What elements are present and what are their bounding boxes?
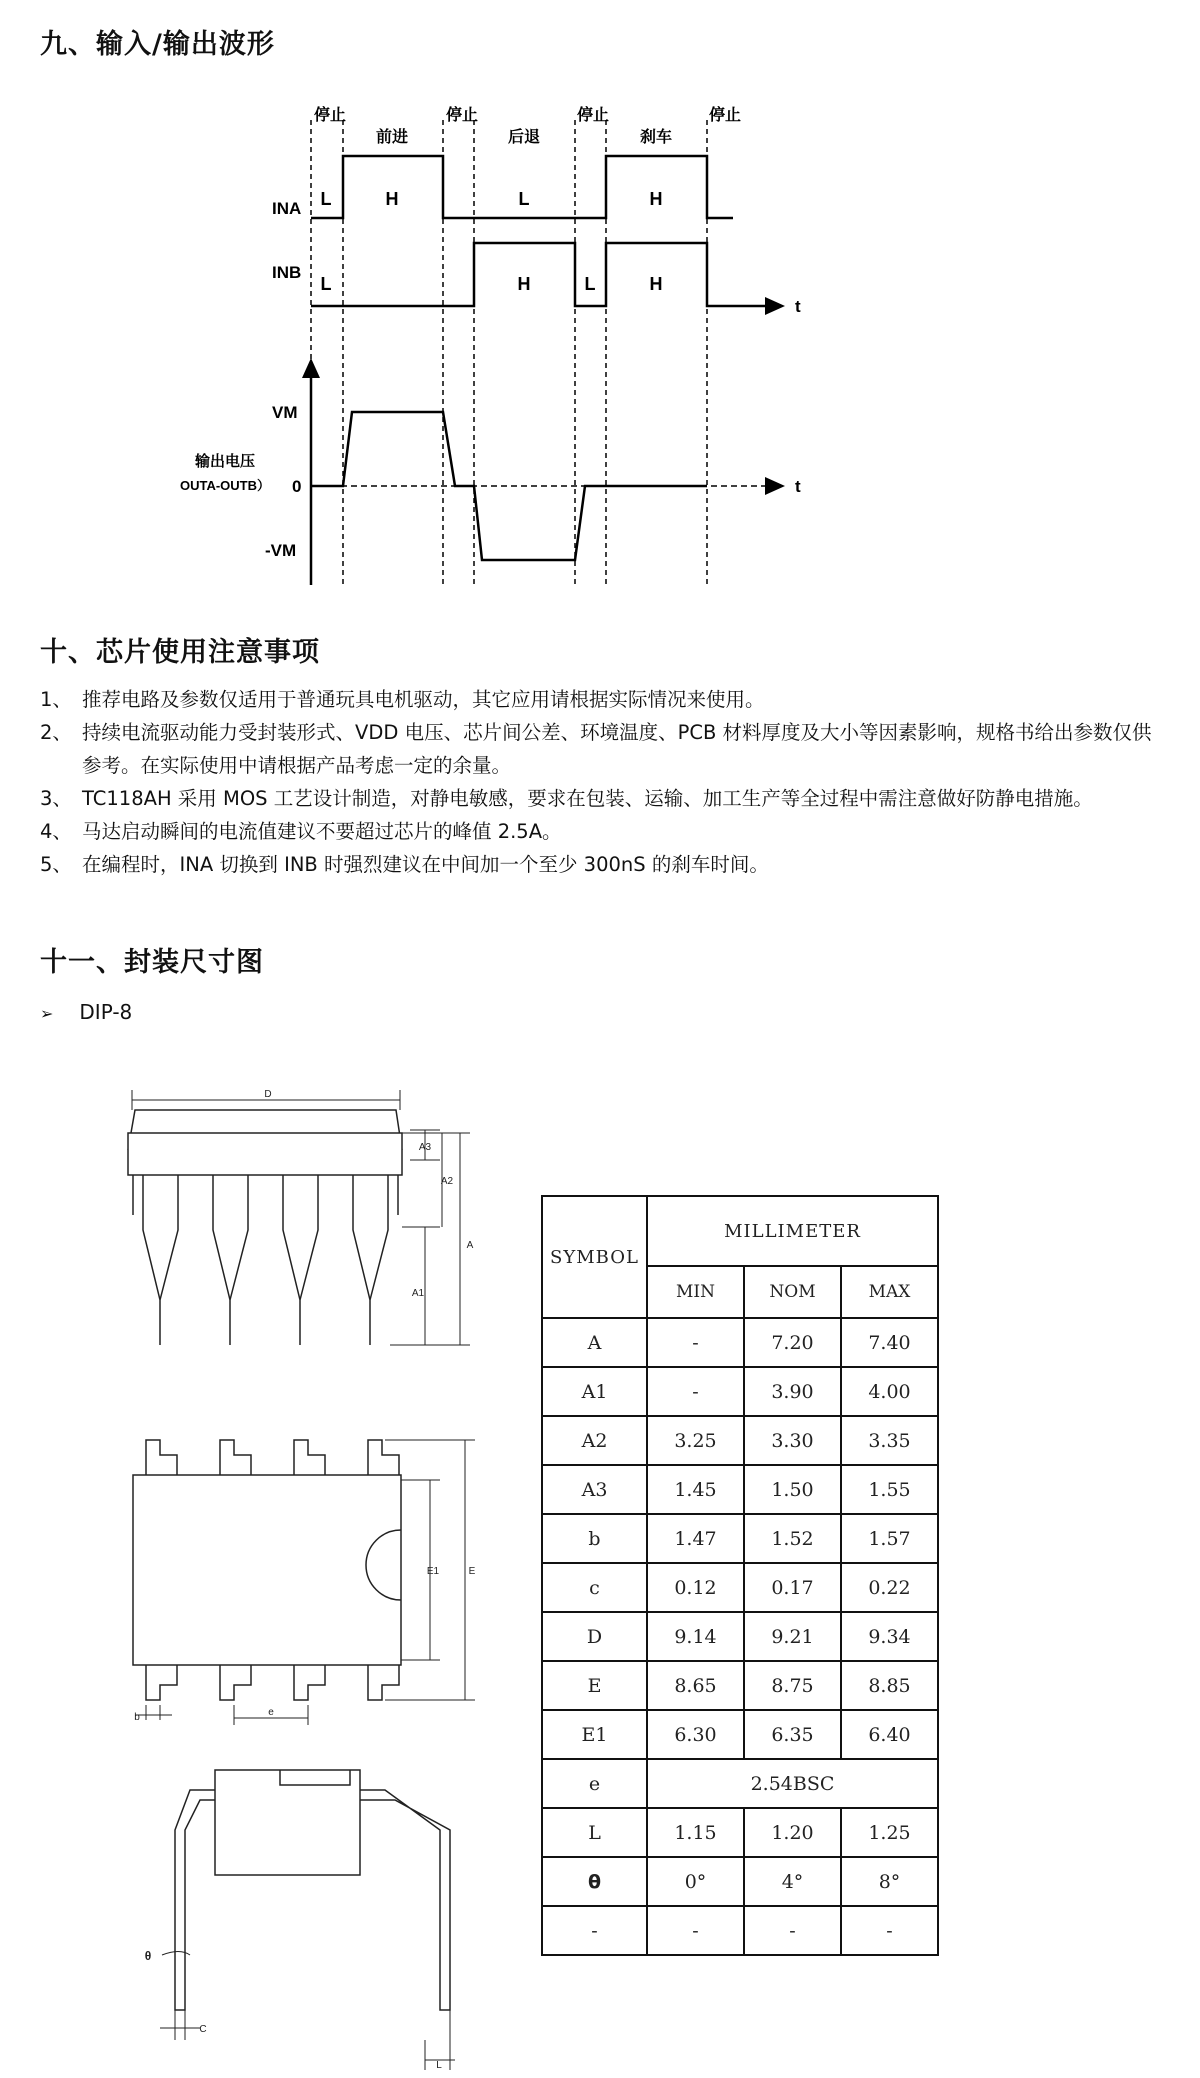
zero-label: 0 bbox=[292, 477, 302, 496]
cell-max: 6.40 bbox=[841, 1710, 938, 1759]
cell-min: 1.47 bbox=[647, 1514, 744, 1563]
cell-symbol: E bbox=[542, 1661, 647, 1710]
dimension-table bbox=[541, 1195, 939, 1956]
cell-min: 9.14 bbox=[647, 1612, 744, 1661]
cell-symbol: D bbox=[542, 1612, 647, 1661]
cell-nom: 3.30 bbox=[744, 1416, 841, 1465]
note-number: 5、 bbox=[40, 853, 72, 876]
cell-symbol: b bbox=[542, 1514, 647, 1563]
cell-symbol: E1 bbox=[542, 1710, 647, 1759]
inb-level-4: H bbox=[649, 274, 663, 294]
phase-stop-1: 停止 bbox=[313, 107, 347, 124]
package-drawing bbox=[0, 1080, 520, 2070]
cell-symbol: A bbox=[542, 1318, 647, 1367]
cell-min: 1.45 bbox=[647, 1465, 744, 1514]
cell-min: - bbox=[647, 1367, 744, 1416]
cell-min: 6.30 bbox=[647, 1710, 744, 1759]
dim-l: L bbox=[436, 2060, 442, 2070]
neg-vm-label: -VM bbox=[265, 541, 297, 560]
table-row bbox=[542, 1416, 938, 1465]
table-row bbox=[542, 1465, 938, 1514]
cell-max: 7.40 bbox=[841, 1318, 938, 1367]
phase-stop-2: 停止 bbox=[445, 107, 479, 124]
cell-nom: - bbox=[744, 1906, 841, 1955]
inb-label: INB bbox=[272, 263, 302, 282]
cell-min: 1.15 bbox=[647, 1808, 744, 1857]
cell-max: 3.35 bbox=[841, 1416, 938, 1465]
table-row bbox=[542, 1514, 938, 1563]
note-number: 2、 bbox=[40, 721, 72, 744]
note-text: 推荐电路及参数仅适用于普通玩具电机驱动，其它应用请根据实际情况来使用。 bbox=[82, 688, 765, 711]
col-header-min: MIN bbox=[647, 1266, 744, 1318]
table-row bbox=[542, 1808, 938, 1857]
note-text: TC118AH 采用 MOS 工艺设计制造，对静电敏感，要求在包装、运输、加工生产等全过程中需注意做好防静电措施。 bbox=[82, 787, 1093, 810]
ina-level-2: H bbox=[385, 189, 399, 209]
section-10-title: 十、芯片使用注意事项 bbox=[40, 637, 320, 668]
cell-symbol: e bbox=[542, 1759, 647, 1808]
cell-nom: 6.35 bbox=[744, 1710, 841, 1759]
cell-symbol: θ bbox=[542, 1857, 647, 1906]
phase-forward: 前进 bbox=[375, 129, 409, 146]
col-header-nom: NOM bbox=[744, 1266, 841, 1318]
time-label-output: t bbox=[795, 477, 801, 496]
note-text: 马达启动瞬间的电流值建议不要超过芯片的峰值 2.5A。 bbox=[82, 820, 562, 843]
cell-nom: 1.50 bbox=[744, 1465, 841, 1514]
cell-nom: 1.20 bbox=[744, 1808, 841, 1857]
phase-reverse: 后退 bbox=[507, 129, 541, 146]
output-voltage-label: 输出电压 bbox=[194, 453, 256, 470]
table-row bbox=[542, 1367, 938, 1416]
note-item bbox=[40, 782, 1160, 815]
output-voltage-sub-label: OUTA-OUTB） bbox=[179, 478, 271, 493]
cell-symbol: A2 bbox=[542, 1416, 647, 1465]
cell-min: 3.25 bbox=[647, 1416, 744, 1465]
dim-e-pitch: e bbox=[268, 1707, 274, 1718]
dim-e: E bbox=[468, 1566, 476, 1577]
phase-stop-4: 停止 bbox=[708, 107, 742, 124]
vm-label: VM bbox=[272, 403, 298, 422]
dim-e1: E1 bbox=[426, 1566, 440, 1577]
table-row bbox=[542, 1906, 938, 1955]
cell-bsc: 2.54BSC bbox=[647, 1759, 938, 1808]
package-type: DIP-8 bbox=[79, 1000, 133, 1024]
table-row bbox=[542, 1661, 938, 1710]
dim-a1: A1 bbox=[411, 1288, 425, 1299]
cell-min: - bbox=[647, 1906, 744, 1955]
section-9-title: 九、输入/输出波形 bbox=[40, 29, 275, 60]
table-row bbox=[542, 1612, 938, 1661]
cell-symbol: - bbox=[542, 1906, 647, 1955]
cell-max: 0.22 bbox=[841, 1563, 938, 1612]
table-row bbox=[542, 1857, 938, 1906]
package-bullet bbox=[40, 1000, 132, 1024]
inb-level-1: L bbox=[320, 274, 332, 294]
cell-nom: 9.21 bbox=[744, 1612, 841, 1661]
ina-level-3: L bbox=[518, 189, 530, 209]
table-row bbox=[542, 1759, 938, 1808]
note-number: 1、 bbox=[40, 688, 72, 711]
dim-a: A bbox=[466, 1240, 474, 1251]
cell-nom: 0.17 bbox=[744, 1563, 841, 1612]
cell-min: 0° bbox=[647, 1857, 744, 1906]
cell-max: 1.25 bbox=[841, 1808, 938, 1857]
cell-symbol: c bbox=[542, 1563, 647, 1612]
ina-level-4: H bbox=[649, 189, 663, 209]
bullet-arrow-icon: ➢ bbox=[40, 1004, 54, 1023]
cell-max: 8.85 bbox=[841, 1661, 938, 1710]
phase-brake: 刹车 bbox=[639, 129, 673, 146]
cell-max: 4.00 bbox=[841, 1367, 938, 1416]
cell-max: - bbox=[841, 1906, 938, 1955]
unit-header: MILLIMETER bbox=[647, 1196, 938, 1266]
cell-min: 8.65 bbox=[647, 1661, 744, 1710]
note-item bbox=[40, 815, 1160, 848]
ina-level-1: L bbox=[320, 189, 332, 209]
dim-a2: A2 bbox=[440, 1176, 454, 1187]
notes-list bbox=[40, 683, 1160, 881]
dim-b: b bbox=[134, 1712, 140, 1723]
cell-min: 0.12 bbox=[647, 1563, 744, 1612]
cell-nom: 1.52 bbox=[744, 1514, 841, 1563]
note-item bbox=[40, 716, 1160, 782]
section-11-title: 十一、封装尺寸图 bbox=[40, 947, 264, 978]
dim-d: D bbox=[264, 1089, 272, 1100]
table-row bbox=[542, 1563, 938, 1612]
cell-symbol: A1 bbox=[542, 1367, 647, 1416]
note-text: 在编程时，INA 切换到 INB 时强烈建议在中间加一个至少 300nS 的刹车时间。 bbox=[82, 853, 769, 876]
note-number: 4、 bbox=[40, 820, 72, 843]
inb-level-2: H bbox=[517, 274, 531, 294]
cell-nom: 3.90 bbox=[744, 1367, 841, 1416]
note-item bbox=[40, 683, 1160, 716]
cell-symbol: L bbox=[542, 1808, 647, 1857]
dim-c: C bbox=[199, 2024, 207, 2035]
cell-nom: 8.75 bbox=[744, 1661, 841, 1710]
phase-stop-3: 停止 bbox=[576, 107, 610, 124]
inb-level-3: L bbox=[584, 274, 596, 294]
cell-min: - bbox=[647, 1318, 744, 1367]
waveform-diagram bbox=[0, 90, 860, 590]
cell-max: 1.55 bbox=[841, 1465, 938, 1514]
dim-theta: θ bbox=[144, 1949, 152, 1963]
cell-nom: 7.20 bbox=[744, 1318, 841, 1367]
table-row bbox=[542, 1318, 938, 1367]
time-label-inputs: t bbox=[795, 297, 801, 316]
dim-a3: A3 bbox=[418, 1142, 432, 1153]
cell-nom: 4° bbox=[744, 1857, 841, 1906]
note-text: 持续电流驱动能力受封装形式、VDD 电压、芯片间公差、环境温度、PCB 材料厚度及大小等因素影响，规格书给出参数仅供参考。在实际使用中请根据产品考虑一定的余量。 bbox=[82, 721, 1152, 777]
note-item bbox=[40, 848, 1160, 881]
cell-max: 8° bbox=[841, 1857, 938, 1906]
symbol-header: SYMBOL bbox=[542, 1196, 647, 1318]
cell-max: 1.57 bbox=[841, 1514, 938, 1563]
cell-symbol: A3 bbox=[542, 1465, 647, 1514]
cell-max: 9.34 bbox=[841, 1612, 938, 1661]
table-row bbox=[542, 1710, 938, 1759]
ina-label: INA bbox=[272, 199, 302, 218]
col-header-max: MAX bbox=[841, 1266, 938, 1318]
note-number: 3、 bbox=[40, 787, 72, 810]
